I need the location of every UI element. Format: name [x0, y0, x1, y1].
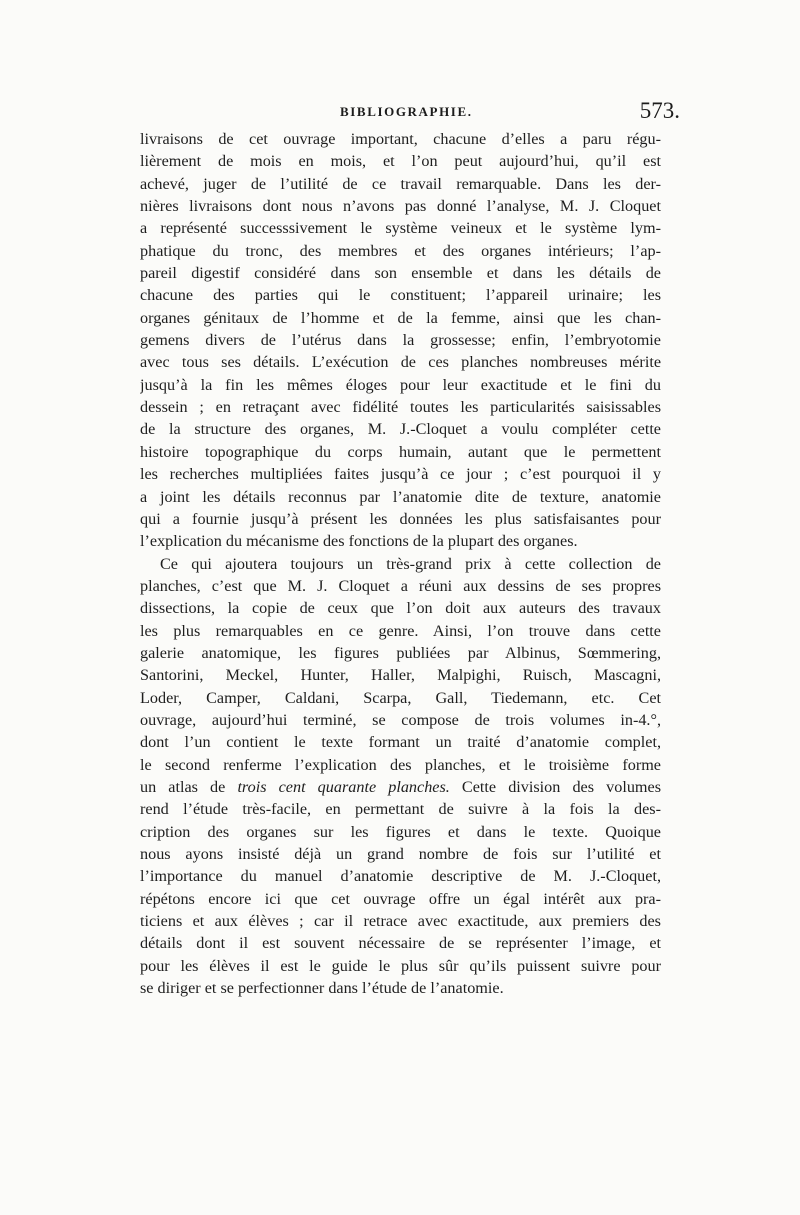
text-line: les plus remarquables en ce genre. Ainsi, l’on trouve dans cette — [140, 621, 661, 640]
text-line: livraisons de cet ouvrage important, chacune d’elles a paru régu- — [140, 130, 661, 148]
text-line: se diriger et se perfectionner dans l’étude de l’anatomie. — [140, 979, 504, 998]
text-line: nières livraisons dont nous n’avons pas donné l’analyse, M. J. Cloquet — [140, 197, 661, 216]
text-line: achevé, juger de l’utilité de ce travail remarquable. Dans les der- — [140, 174, 661, 193]
text-line: qui a fournie jusqu’à présent les données les plus satisfaisantes pour — [140, 509, 661, 528]
text-line: gemens divers de l’utérus dans la grossesse; enfin, l’embryotomie — [140, 331, 661, 350]
text-line: ouvrage, aujourd’hui terminé, se compose de trois volumes in-4.°, — [140, 710, 661, 729]
text-fragment: Cette division des volumes — [449, 777, 661, 796]
text-line: a représenté successsivement le système veineux et le système lym- — [140, 219, 661, 238]
page-number: 573. — [639, 98, 680, 123]
text-line: le second renferme l’explication des planches, et le troisième forme — [140, 755, 661, 774]
text-line: pour les élèves il est le guide le plus sûr qu’ils puissent suivre pour — [140, 956, 661, 975]
text-line: Loder, Camper, Caldani, Scarpa, Gall, Tiedemann, etc. Cet — [140, 688, 661, 707]
text-line: dessein ; en retraçant avec fidélité toutes les particularités saisissables — [140, 398, 661, 417]
running-title: BIBLIOGRAPHIE. — [340, 104, 473, 119]
text-line: histoire topographique du corps humain, autant que le permettent — [140, 442, 661, 461]
body-text — [140, 128, 661, 999]
text-line: a joint les détails reconnus par l’anatomie dite de texture, anatomie — [140, 487, 661, 506]
text-line: l’importance du manuel d’anatomie descriptive de M. J.-Cloquet, — [140, 867, 661, 886]
text-line: planches, c’est que M. J. Cloquet a réuni aux dessins de ses propres — [140, 576, 661, 595]
text-line: répétons encore ici que cet ouvrage offre un égal intérêt aux pra- — [140, 889, 661, 908]
text-line: rend l’étude très-facile, en permettant de suivre à la fois la des- — [140, 800, 661, 819]
text-line: lièrement de mois en mois, et l’on peut aujourd’hui, qu’il est — [140, 152, 661, 171]
text-line: cription des organes sur les figures et dans le texte. Quoique — [140, 822, 661, 841]
text-line: ticiens et aux élèves ; car il retrace avec exactitude, aux premiers des — [140, 912, 661, 931]
text-line: phatique du tronc, des membres et des organes intérieurs; l’ap- — [140, 241, 661, 260]
text-line: dissections, la copie de ceux que l’on doit aux auteurs des travaux — [140, 599, 661, 618]
text-line: de la structure des organes, M. J.-Cloquet a voulu compléter cette — [140, 420, 661, 439]
page-header — [140, 100, 680, 128]
text-line: organes génitaux de l’homme et de la femme, ainsi que les chan- — [140, 308, 661, 327]
text-line: les recherches multipliées faites jusqu’à ce jour ; c’est pourquoi il y — [140, 465, 661, 484]
text-line: pareil digestif considéré dans son ensemble et dans les détails de — [140, 264, 661, 283]
text-line: l’explication du mécanisme des fonctions de la plupart des organes. — [140, 532, 578, 551]
atlas-title-italic: trois cent quarante planches. — [237, 777, 450, 796]
text-line: chacune des parties qui le constituent; l’appareil urinaire; les — [140, 286, 661, 305]
text-line: avec tous ses détails. L’exécution de ces planches nombreuses mérite — [140, 353, 661, 372]
text-line: Santorini, Meckel, Hunter, Haller, Malpighi, Ruisch, Mascagni, — [140, 666, 661, 685]
text-line: jusqu’à la fin les mêmes éloges pour leur exactitude et le fini du — [140, 375, 661, 394]
text-line-atlas — [140, 776, 661, 798]
text-line: galerie anatomique, les figures publiées par Albinus, Sœmmering, — [140, 643, 661, 662]
text-line: Ce qui ajoutera toujours un très-grand prix à cette collection de — [160, 554, 661, 573]
text-line: dont l’un contient le texte formant un traité d’anatomie complet, — [140, 733, 661, 752]
text-line: nous ayons insisté déjà un grand nombre de fois sur l’utilité et — [140, 845, 661, 863]
text-line: détails dont il est souvent nécessaire de se représenter l’image, et — [140, 934, 661, 953]
text-fragment: un atlas de — [140, 777, 238, 796]
